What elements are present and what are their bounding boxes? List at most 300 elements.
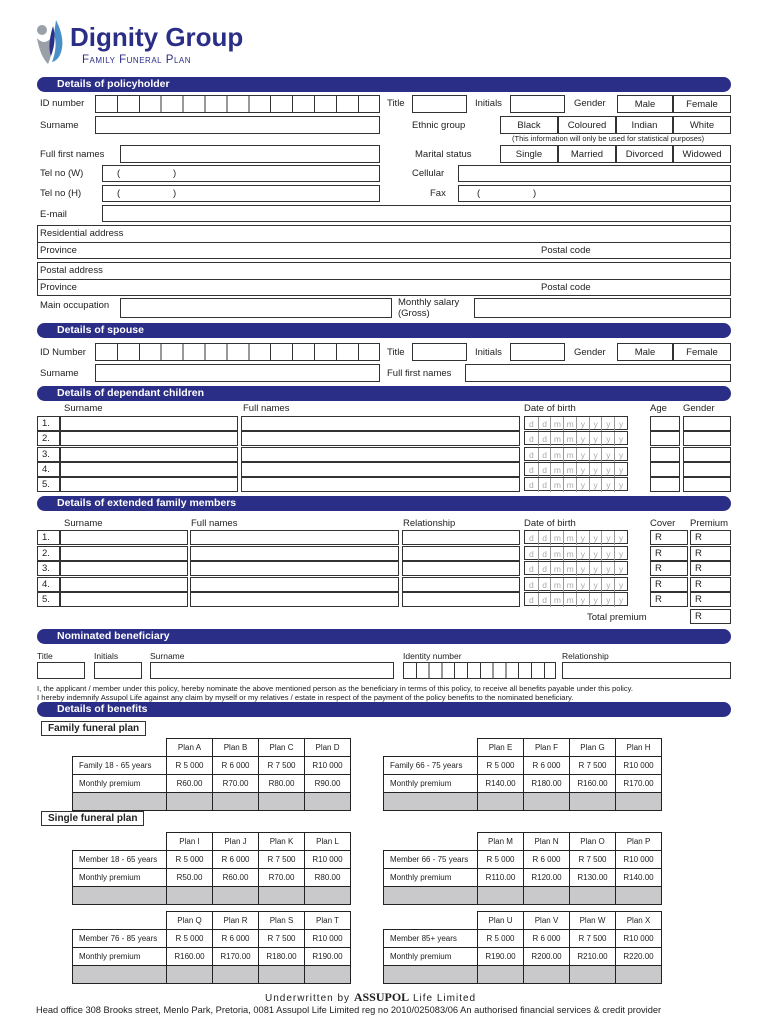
ph-occupation-label: Main occupation [40, 300, 110, 311]
ph-telw-label: Tel no (W) [40, 168, 84, 179]
ext-dob-field-char: y [576, 578, 589, 592]
plan-select-label-cell [384, 966, 478, 984]
ext-surname-field[interactable] [60, 546, 188, 561]
ph-surname-label: Surname [40, 120, 79, 131]
footer-life-limited: Life Limited [412, 993, 477, 1004]
ext-dob-field-char: y [601, 562, 614, 576]
child-dob-field-char: y [576, 417, 589, 431]
benefit-plan-table [72, 911, 351, 984]
plan-row-label: Monthly premium [73, 869, 167, 887]
plan-select-label-cell [73, 793, 167, 811]
plan-select-cell[interactable] [213, 966, 259, 984]
sp-title-label: Title [387, 347, 405, 358]
ext-cover-field[interactable]: R [650, 561, 688, 576]
ph-gender-male[interactable]: Male [617, 95, 673, 113]
child-dob-field-char: m [563, 478, 576, 492]
plan-header: Plan M [478, 833, 524, 851]
child-fullnames-field[interactable] [241, 462, 520, 477]
ext-dob-field-char: d [529, 548, 534, 559]
plan-select-cell[interactable] [305, 966, 351, 984]
ph-telw-paren-close: ) [173, 168, 177, 179]
plan-select-cell[interactable] [167, 966, 213, 984]
ext-premium-field[interactable]: R [690, 577, 731, 592]
ph-cellular-label: Cellular [412, 168, 445, 179]
plan-select-cell[interactable] [167, 887, 213, 905]
ext-dob-field-char: y [589, 531, 602, 545]
plan-value: R220.00 [616, 948, 662, 966]
plan-header: Plan V [524, 912, 570, 930]
child-dob-field-char: y [614, 432, 627, 446]
plan-value: R190.00 [305, 948, 351, 966]
ph-title-label: Title [387, 98, 405, 109]
ph-telh-paren-close: ) [173, 188, 177, 199]
ex-total-premium-label: Total premium [587, 612, 647, 623]
child-dob-field-char: y [589, 463, 602, 477]
child-dob-field-char: y [576, 463, 589, 477]
child-age-field[interactable] [650, 462, 680, 477]
plan-value: R140.00 [478, 775, 524, 793]
plan-value: R 7 500 [570, 757, 616, 775]
plan-select-cell[interactable] [305, 887, 351, 905]
ph-cellular-field[interactable] [458, 165, 731, 182]
ext-relationship-field[interactable] [402, 546, 520, 561]
plan-select-cell[interactable] [570, 966, 616, 984]
plan-row-label: Monthly premium [73, 948, 167, 966]
ext-row-number: 3. [37, 561, 60, 576]
plan-value: R70.00 [259, 869, 305, 887]
sp-id-label: ID Number [40, 347, 86, 358]
plan-select-cell[interactable] [616, 966, 662, 984]
child-age-field[interactable] [650, 431, 680, 446]
ph-residential-divider [37, 242, 731, 243]
plan-value: R10 000 [305, 930, 351, 948]
section-beneficiary-header: Nominated beneficiary [37, 629, 731, 644]
ext-fullnames-field[interactable] [190, 530, 399, 545]
ext-cover-field[interactable]: R [650, 530, 688, 545]
ext-dob-field-char: y [576, 547, 589, 561]
child-surname-field[interactable] [60, 477, 238, 492]
ph-email-label: E-mail [40, 209, 67, 220]
ph-residential-label: Residential address [40, 228, 124, 239]
plan-select-cell[interactable] [524, 966, 570, 984]
ext-dob-field[interactable] [524, 577, 628, 591]
ph-initials-field[interactable] [510, 95, 565, 113]
ext-fullnames-field[interactable] [190, 577, 399, 592]
brand-tagline: Family Funeral Plan [82, 54, 192, 66]
plan-value: R10 000 [305, 851, 351, 869]
child-dob-field-char: m [563, 417, 576, 431]
child-dob-field-char: d [538, 432, 551, 446]
ph-gender-female[interactable]: Female [673, 95, 731, 113]
ext-cover-field[interactable]: R [650, 592, 688, 607]
plan-select-cell[interactable] [259, 887, 305, 905]
child-fullnames-field[interactable] [241, 447, 520, 462]
child-dob-field-char: y [601, 448, 614, 462]
ben-idnumber-field[interactable] [403, 662, 556, 679]
dignity-group-logo-icon [34, 16, 68, 68]
child-age-field[interactable] [650, 447, 680, 462]
ext-dob-field-char: y [576, 531, 589, 545]
ext-dob-field-char: m [563, 547, 576, 561]
child-gender-field[interactable] [683, 462, 731, 477]
plan-value: R130.00 [570, 869, 616, 887]
child-row-number: 5. [37, 477, 60, 492]
child-dob-field-char: m [550, 417, 563, 431]
ben-initials-header: Initials [94, 651, 119, 661]
ext-surname-field[interactable] [60, 561, 188, 576]
plan-header: Plan O [570, 833, 616, 851]
ph-marital-divorced[interactable]: Divorced [616, 145, 673, 163]
child-gender-field[interactable] [683, 431, 731, 446]
ext-fullnames-field[interactable] [190, 546, 399, 561]
ex-dob-header: Date of birth [524, 518, 576, 529]
plan-value: R10 000 [616, 851, 662, 869]
benefit-plan-table [383, 738, 662, 811]
child-dob-field-char: y [576, 448, 589, 462]
plan-header: Plan H [616, 739, 662, 757]
ext-row-number: 1. [37, 530, 60, 545]
child-dob-field-char: y [576, 432, 589, 446]
plan-value: R10 000 [616, 930, 662, 948]
sp-initials-field[interactable] [510, 343, 565, 361]
child-dob-field-char: d [529, 434, 534, 445]
ext-surname-field[interactable] [60, 577, 188, 592]
child-dob-field-char: d [538, 478, 551, 492]
child-dob-field-char: y [589, 417, 602, 431]
ph-fax-label: Fax [430, 188, 446, 199]
ext-dob-field-char: d [529, 564, 534, 574]
sp-gender-male[interactable]: Male [617, 343, 673, 361]
child-surname-field[interactable] [60, 447, 238, 462]
ext-fullnames-field[interactable] [190, 592, 399, 607]
child-dob-field-char: y [576, 478, 589, 492]
plan-value: R200.00 [524, 948, 570, 966]
child-surname-field[interactable] [60, 431, 238, 446]
ext-row-number: 5. [37, 592, 60, 607]
section-policyholder-header: Details of policyholder [37, 77, 731, 92]
plan-header: Plan N [524, 833, 570, 851]
plan-select-cell[interactable] [213, 793, 259, 811]
child-dob-field-char: d [529, 419, 534, 429]
child-fullnames-field[interactable] [241, 416, 520, 431]
ph-fax-paren-close: ) [533, 188, 537, 199]
child-dob-field-char: m [563, 463, 576, 477]
ext-dob-field-char: y [601, 578, 614, 592]
plan-header: Plan Q [167, 912, 213, 930]
plan-value: R 7 500 [259, 757, 305, 775]
ext-premium-field[interactable]: R [690, 530, 731, 545]
plan-value: R210.00 [570, 948, 616, 966]
plan-value: R60.00 [167, 775, 213, 793]
ext-dob-field-char: y [576, 562, 589, 576]
ext-dob-field-char: y [614, 531, 627, 545]
section-spouse-header: Details of spouse [37, 323, 731, 338]
child-dob-field-char: y [614, 478, 627, 492]
plan-row-label: Family 66 - 75 years [384, 757, 478, 775]
plan-select-cell[interactable] [167, 793, 213, 811]
ext-surname-field[interactable] [60, 592, 188, 607]
ph-id-label: ID number [40, 98, 85, 109]
ext-dob-field-char: m [550, 593, 563, 607]
ext-dob-field[interactable] [524, 530, 628, 544]
ph-occupation-field[interactable] [120, 298, 392, 318]
child-surname-field[interactable] [60, 416, 238, 431]
sp-gender-label: Gender [574, 347, 606, 358]
ph-email-field[interactable] [102, 205, 731, 222]
ext-dob-field-char: m [563, 531, 576, 545]
plan-value: R60.00 [213, 869, 259, 887]
plan-select-cell[interactable] [305, 793, 351, 811]
plan-header: Plan C [259, 739, 305, 757]
plan-header: Plan T [305, 912, 351, 930]
footer-underwritten [265, 990, 476, 1005]
ext-dob-field-char: d [538, 547, 551, 561]
child-fullnames-field[interactable] [241, 477, 520, 492]
plan-value: R 5 000 [478, 757, 524, 775]
plan-value: R 6 000 [213, 757, 259, 775]
ext-relationship-field[interactable] [402, 592, 520, 607]
plan-value: R170.00 [213, 948, 259, 966]
plan-select-cell[interactable] [259, 966, 305, 984]
ph-ethnic-white[interactable]: White [673, 116, 731, 134]
child-dob-field-char: y [601, 463, 614, 477]
section-benefits-header: Details of benefits [37, 702, 731, 717]
ph-firstnames-label: Full first names [40, 149, 105, 160]
ext-premium-field[interactable]: R [690, 561, 731, 576]
ph-stat-note: (This information will only be used for statistical purposes) [512, 134, 705, 143]
child-gender-field[interactable] [683, 416, 731, 431]
ex-surname-header: Surname [64, 518, 103, 529]
plan-select-cell[interactable] [524, 887, 570, 905]
plan-select-cell[interactable] [616, 793, 662, 811]
ext-dob-field-char: y [601, 547, 614, 561]
ph-res-province-label: Province [40, 245, 77, 256]
ext-dob-field-char: d [538, 578, 551, 592]
child-dob-field[interactable] [524, 477, 628, 491]
ben-title-field[interactable] [37, 662, 85, 679]
ext-premium-field[interactable]: R [690, 592, 731, 607]
ph-fax-field[interactable] [458, 185, 731, 202]
child-fullnames-field[interactable] [241, 431, 520, 446]
table-corner [384, 833, 478, 851]
ext-dob-field-char: y [601, 593, 614, 607]
plan-value: R140.00 [616, 869, 662, 887]
child-row-number: 4. [37, 462, 60, 477]
plan-value: R 6 000 [213, 930, 259, 948]
ex-fullnames-header: Full names [191, 518, 238, 529]
ph-ethnic-indian[interactable]: Indian [616, 116, 673, 134]
ext-fullnames-field[interactable] [190, 561, 399, 576]
child-age-field[interactable] [650, 477, 680, 492]
child-gender-field[interactable] [683, 447, 731, 462]
ext-cover-field[interactable]: R [650, 577, 688, 592]
ben-declaration-2: I hereby indemnify Assupol Life against any claim by myself or my relatives / estate in respect of the payment of the policy benefits to the nominated beneficiary. [37, 693, 574, 702]
ext-cover-field[interactable]: R [650, 546, 688, 561]
ben-declaration-1: I, the applicant / member under this policy, hereby nominate the above mentioned person as the beneficiary in terms of this policy, to receive all benefits payable under this policy. [37, 684, 634, 693]
ext-dob-field-char: m [550, 578, 563, 592]
single-plan-subheader: Single funeral plan [41, 811, 144, 826]
child-surname-field[interactable] [60, 462, 238, 477]
plan-value: R80.00 [305, 869, 351, 887]
plan-row-label: Member 18 - 65 years [73, 851, 167, 869]
plan-value: R 5 000 [167, 757, 213, 775]
plan-value: R 5 000 [167, 851, 213, 869]
child-dob-field-char: m [550, 478, 563, 492]
child-dob-field-char: y [601, 417, 614, 431]
plan-select-cell[interactable] [570, 793, 616, 811]
ext-dob-field-char: m [550, 531, 563, 545]
plan-select-label-cell [73, 887, 167, 905]
ext-dob-field-char: y [614, 593, 627, 607]
ext-premium-field[interactable]: R [690, 546, 731, 561]
ch-surname-header: Surname [64, 403, 103, 414]
plan-value: R180.00 [259, 948, 305, 966]
ph-gender-label: Gender [574, 98, 606, 109]
sp-title-field[interactable] [412, 343, 467, 361]
plan-select-cell[interactable] [259, 793, 305, 811]
plan-row-label: Monthly premium [384, 948, 478, 966]
ext-dob-field[interactable] [524, 546, 628, 560]
ph-salary-gross-label: (Gross) [398, 308, 430, 319]
plan-value: R 6 000 [524, 851, 570, 869]
ben-initials-field[interactable] [94, 662, 142, 679]
child-dob-field-char: y [614, 448, 627, 462]
plan-header: Plan U [478, 912, 524, 930]
plan-row-label: Monthly premium [73, 775, 167, 793]
sp-surname-label: Surname [40, 368, 79, 379]
ext-dob-field[interactable] [524, 561, 628, 575]
ch-age-header: Age [650, 403, 667, 414]
ben-title-header: Title [37, 651, 53, 661]
plan-value: R 7 500 [259, 930, 305, 948]
plan-value: R170.00 [616, 775, 662, 793]
child-dob-field-char: m [550, 463, 563, 477]
plan-header: Plan I [167, 833, 213, 851]
ph-title-field[interactable] [412, 95, 467, 113]
plan-value: R 7 500 [570, 851, 616, 869]
ph-marital-widowed[interactable]: Widowed [673, 145, 731, 163]
ext-dob-field-char: y [614, 547, 627, 561]
sp-surname-field[interactable] [95, 364, 380, 382]
ext-surname-field[interactable] [60, 530, 188, 545]
child-dob-field[interactable] [524, 447, 628, 461]
plan-value: R110.00 [478, 869, 524, 887]
table-corner [73, 833, 167, 851]
ph-surname-field[interactable] [95, 116, 380, 134]
ph-id-field[interactable] [95, 95, 380, 113]
ext-dob-field-char: d [538, 562, 551, 576]
ph-firstnames-field[interactable] [120, 145, 380, 163]
plan-select-cell[interactable] [478, 887, 524, 905]
ph-postal-divider [37, 279, 731, 280]
plan-select-cell[interactable] [570, 887, 616, 905]
ph-ethnic-black[interactable]: Black [500, 116, 558, 134]
table-corner [384, 912, 478, 930]
ext-dob-field-char: d [529, 595, 534, 605]
ben-relationship-header: Relationship [562, 651, 609, 661]
child-dob-field[interactable] [524, 462, 628, 476]
ph-telw-paren-open: ( [117, 168, 121, 179]
child-dob-field-char: m [563, 432, 576, 446]
ph-telw-field[interactable] [102, 165, 380, 182]
assupol-logo: ASSUPOL [353, 990, 410, 1004]
plan-select-label-cell [384, 793, 478, 811]
ext-dob-field-char: y [589, 593, 602, 607]
sp-firstnames-field[interactable] [465, 364, 731, 382]
ex-total-premium-field[interactable]: R [690, 609, 731, 624]
plan-value: R80.00 [259, 775, 305, 793]
plan-select-cell[interactable] [524, 793, 570, 811]
ben-surname-field[interactable] [150, 662, 394, 679]
plan-header: Plan A [167, 739, 213, 757]
child-dob-field-char: y [614, 417, 627, 431]
benefit-plan-table [383, 911, 662, 984]
child-age-field[interactable] [650, 416, 680, 431]
ext-relationship-field[interactable] [402, 561, 520, 576]
plan-row-label: Member 85+ years [384, 930, 478, 948]
plan-row-label: Monthly premium [384, 869, 478, 887]
ph-pos-postal-code-label: Postal code [541, 282, 591, 293]
ext-relationship-field[interactable] [402, 530, 520, 545]
plan-header: Plan D [305, 739, 351, 757]
plan-select-cell[interactable] [478, 793, 524, 811]
ext-dob-field-char: m [563, 593, 576, 607]
plan-value: R 5 000 [478, 930, 524, 948]
ph-telh-paren-open: ( [117, 188, 121, 199]
plan-select-cell[interactable] [213, 887, 259, 905]
ext-dob-field-char: m [563, 562, 576, 576]
ext-row-number: 4. [37, 577, 60, 592]
ext-dob-field-char: m [550, 562, 563, 576]
section-extended-header: Details of extended family members [37, 496, 731, 511]
ph-salary-label: Monthly salary [398, 297, 460, 308]
ph-ethnic-coloured[interactable]: Coloured [558, 116, 616, 134]
ext-relationship-field[interactable] [402, 577, 520, 592]
plan-select-cell[interactable] [616, 887, 662, 905]
child-dob-field-char: y [589, 432, 602, 446]
plan-value: R 5 000 [167, 930, 213, 948]
family-plan-subheader: Family funeral plan [41, 721, 146, 736]
ph-marital-single[interactable]: Single [500, 145, 558, 163]
ben-surname-header: Surname [150, 651, 185, 661]
child-dob-field[interactable] [524, 416, 628, 430]
ph-salary-field[interactable] [474, 298, 731, 318]
plan-header: Plan J [213, 833, 259, 851]
plan-select-cell[interactable] [478, 966, 524, 984]
child-gender-field[interactable] [683, 477, 731, 492]
table-corner [73, 912, 167, 930]
child-row-number: 1. [37, 416, 60, 431]
ph-marital-married[interactable]: Married [558, 145, 616, 163]
ext-dob-field-char: y [576, 593, 589, 607]
child-dob-field-char: y [601, 432, 614, 446]
ch-dob-header: Date of birth [524, 403, 576, 414]
child-dob-field-char: y [614, 463, 627, 477]
child-dob-field-char: d [538, 448, 551, 462]
child-row-number: 3. [37, 447, 60, 462]
child-dob-field[interactable] [524, 431, 628, 445]
ext-dob-field-char: y [614, 562, 627, 576]
ben-relationship-field[interactable] [562, 662, 731, 679]
table-corner [73, 739, 167, 757]
sp-gender-female[interactable]: Female [673, 343, 731, 361]
ph-telh-field[interactable] [102, 185, 380, 202]
sp-id-field[interactable] [95, 343, 380, 361]
ex-relationship-header: Relationship [403, 518, 456, 529]
child-dob-field-char: y [589, 478, 602, 492]
ext-dob-field[interactable] [524, 592, 628, 606]
plan-value: R10 000 [305, 757, 351, 775]
